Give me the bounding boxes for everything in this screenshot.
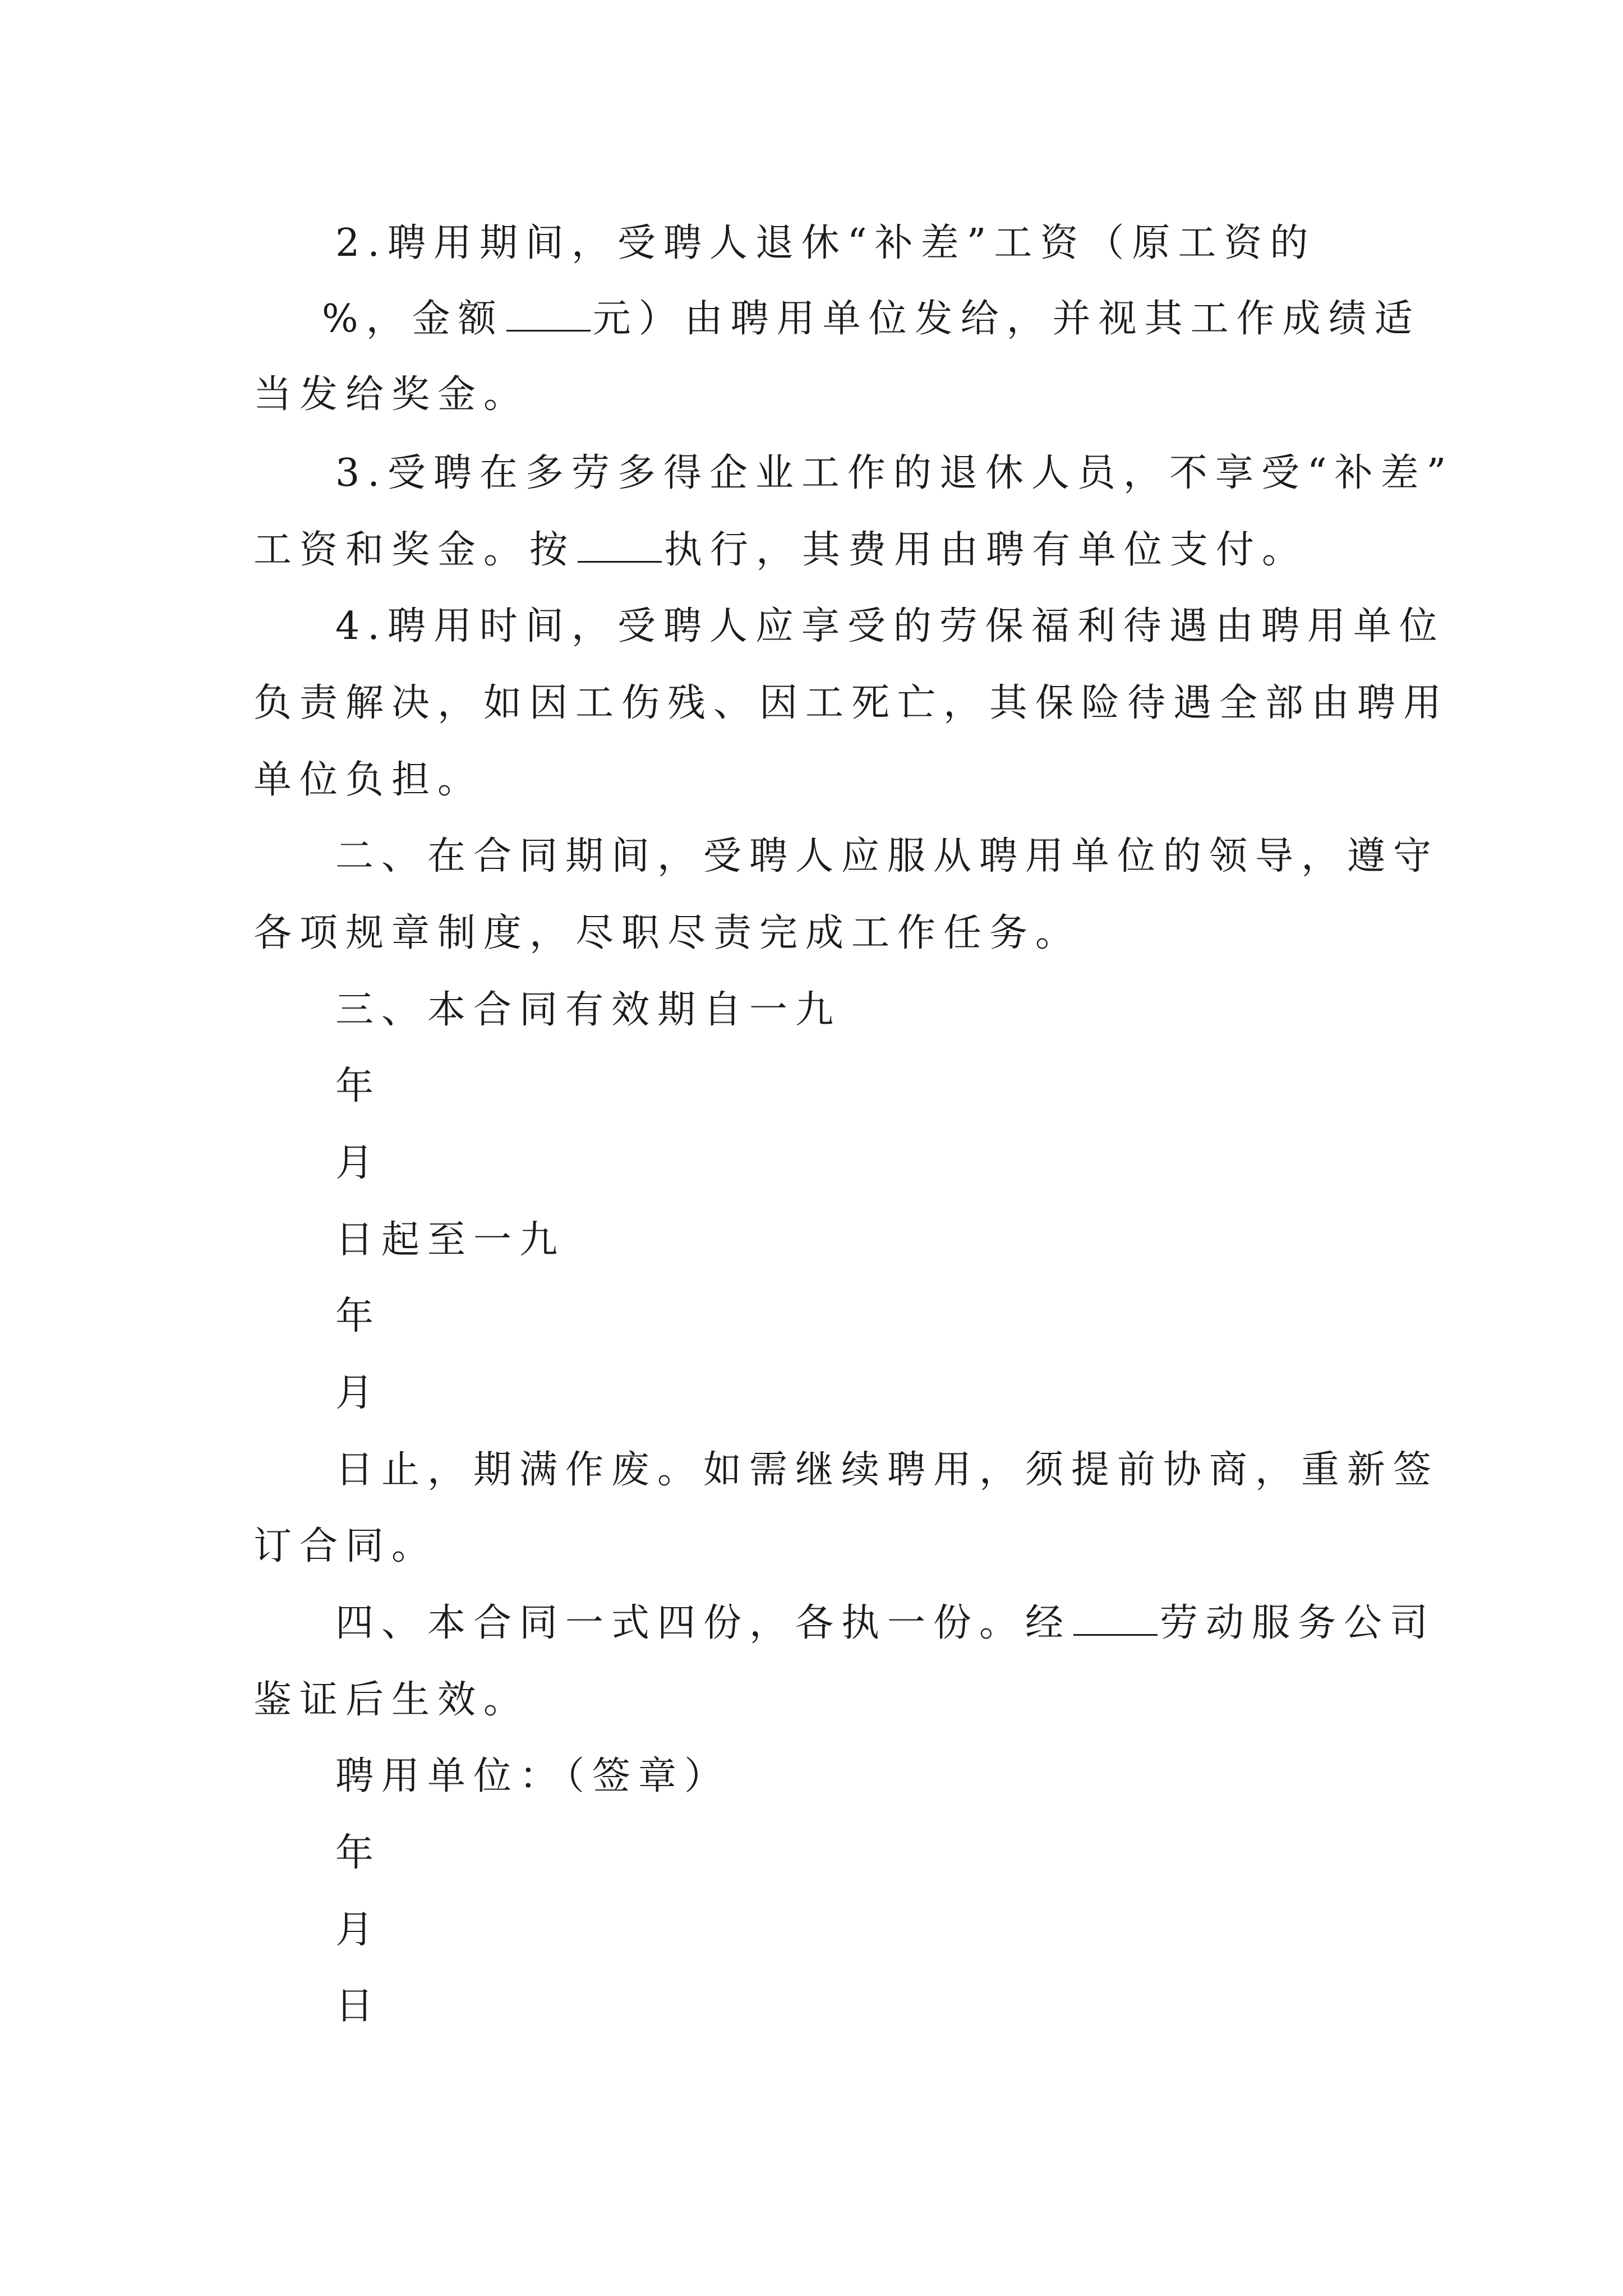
para-3-line-1: 3.受聘在多劳多得企业工作的退休人员，不享受“补差” (335, 451, 1454, 495)
section-3-line-4: 日起至一九 (335, 1218, 566, 1262)
text-segment: 劳动服务公司 (1160, 1601, 1436, 1645)
section-3-line-7: 日止，期满作废。如需继续聘用，须提前协商，重新签 (335, 1448, 1440, 1492)
blank-field-company[interactable] (1073, 1599, 1158, 1636)
para-2-line-1: 2.聘用期间，受聘人退休“补差”工资（原工资的 (335, 221, 1316, 265)
para-4-line-3: 单位负担。 (253, 758, 484, 802)
para-2-line-3: 当发给奖金。 (253, 372, 530, 417)
text-segment: 四、本合同一式四份，各执一份。经 (335, 1601, 1072, 1645)
text-segment: 元）由聘用单位发给，并视其工作成绩适 (592, 297, 1421, 341)
section-3-line-1: 三、本合同有效期自一九 (335, 988, 842, 1032)
para-4-line-2: 负责解决，如因工伤残、因工死亡，其保险待遇全部由聘用 (253, 681, 1450, 725)
signature-year: 年 (335, 1831, 382, 1875)
section-2-line-1: 二、在合同期间，受聘人应服从聘用单位的领导，遵守 (335, 834, 1440, 878)
text-segment: %，金额 (322, 297, 504, 341)
text-segment: 执行，其费用由聘有单位支付。 (664, 528, 1308, 572)
signature-month: 月 (335, 1908, 382, 1952)
section-4-line-1 (0, 1585, 1623, 1662)
blank-field-standard[interactable] (578, 526, 662, 563)
para-2-line-2 (0, 280, 1623, 358)
section-3-month-1: 月 (335, 1141, 382, 1185)
section-2-line-2: 各项规章制度，尽职尽责完成工作任务。 (253, 911, 1082, 955)
section-3-year-2: 年 (335, 1294, 382, 1338)
para-3-line-2 (0, 512, 1623, 589)
text-segment: 工资和奖金。按 (253, 528, 576, 572)
section-3-line-8: 订合同。 (253, 1524, 438, 1568)
para-4-line-1: 4.聘用时间，受聘人应享受的劳保福利待遇由聘用单位 (335, 604, 1445, 648)
blank-field-amount[interactable] (506, 295, 591, 332)
section-4-line-2: 鉴证后生效。 (253, 1678, 530, 1722)
signature-day: 日 (335, 1984, 382, 2028)
section-3-year-1: 年 (335, 1064, 382, 1108)
signature-unit-label: 聘用单位：（签章） (335, 1754, 731, 1798)
section-3-month-2: 月 (335, 1371, 382, 1415)
